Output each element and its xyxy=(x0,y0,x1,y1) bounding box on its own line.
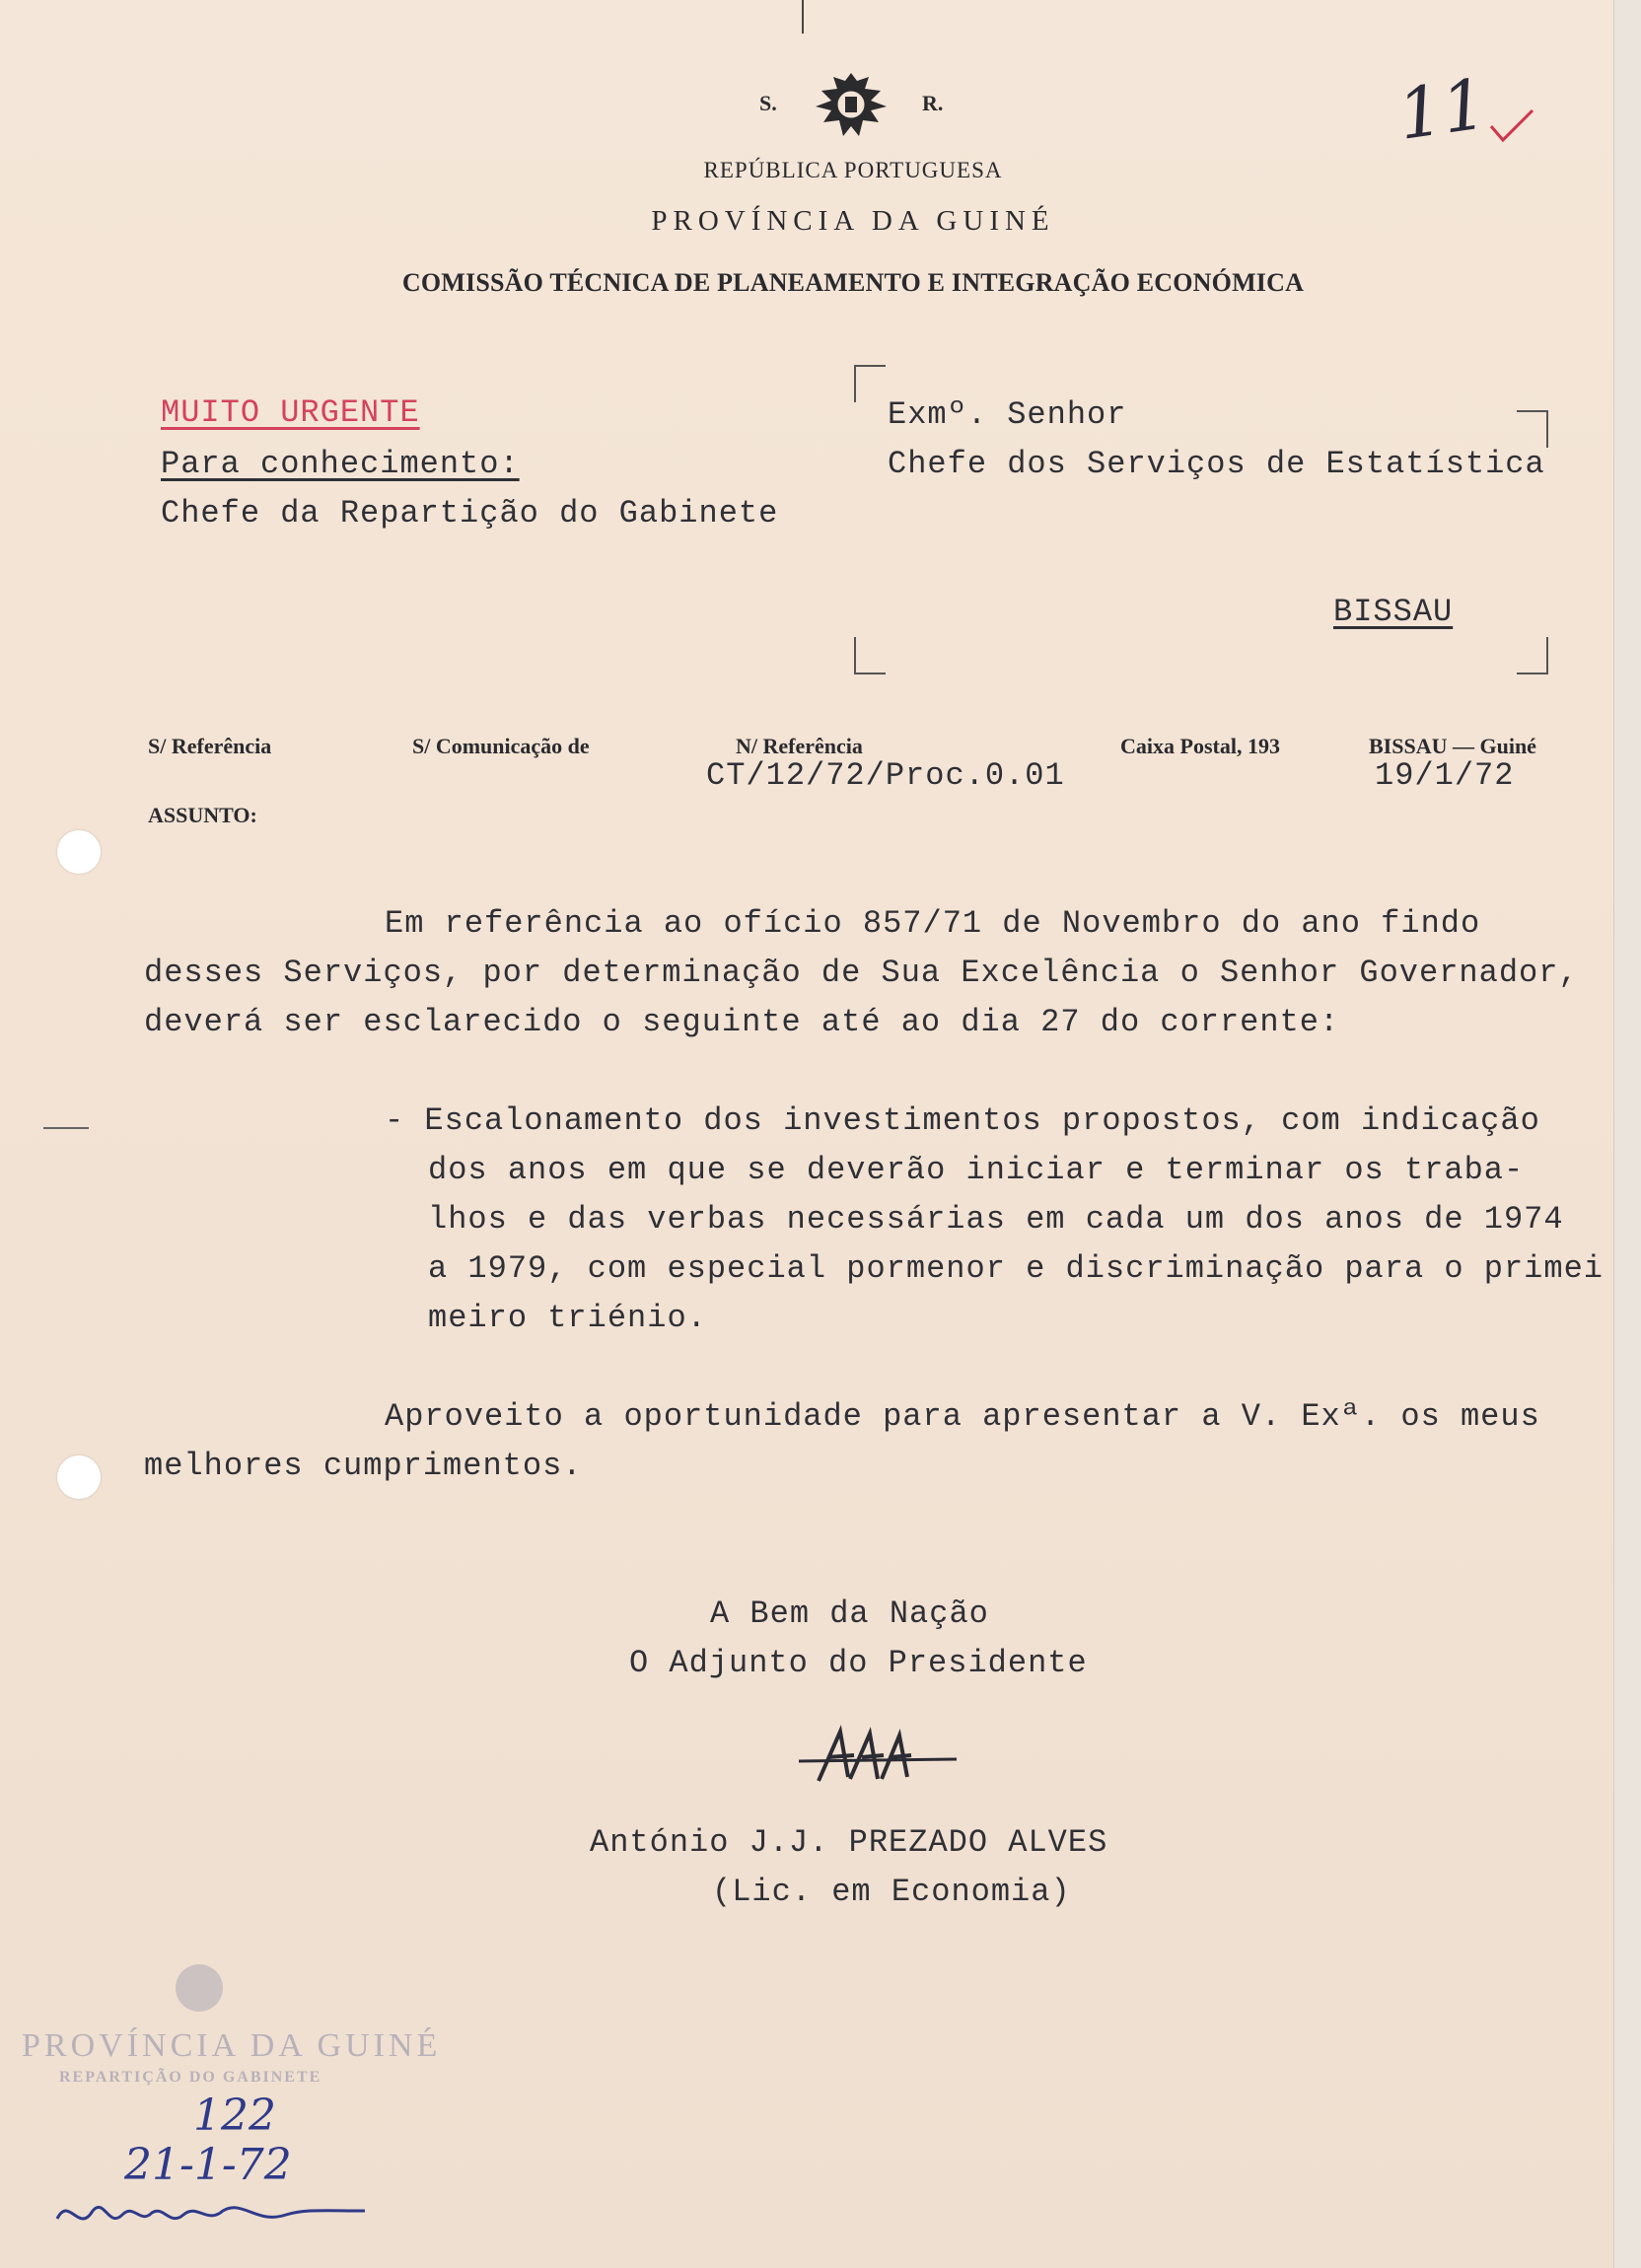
republic-title: REPÚBLICA PORTUGUESA xyxy=(703,158,1003,182)
punch-hole-top xyxy=(57,830,101,874)
n-referencia-value: CT/12/72/Proc.0.01 xyxy=(706,757,1065,794)
recipient-city: BISSAU xyxy=(1333,594,1454,630)
n-referencia-label: N/ Referência xyxy=(736,734,863,758)
signatory-name: António J.J. PREZADO ALVES xyxy=(590,1824,1108,1861)
for-knowledge-label: Para conhecimento: xyxy=(161,446,520,482)
margin-tick xyxy=(43,1127,89,1129)
body-p1-line3: deverá ser esclarecido o seguinte até ao dia 27 do corrente: xyxy=(144,1004,1340,1040)
handwritten-date: 21-1-72 xyxy=(124,2140,292,2190)
address-bracket-tr xyxy=(1517,410,1548,448)
address-bracket-bl xyxy=(854,637,886,674)
urgent-label: MUITO URGENTE xyxy=(161,394,420,431)
province-title: PROVÍNCIA DA GUINÉ xyxy=(651,205,1055,237)
body-p1-line2: desses Serviços, por determinação de Sua Excelência o Senhor Governador, xyxy=(144,955,1579,991)
address-bracket-br xyxy=(1517,637,1548,674)
punch-hole-bottom xyxy=(57,1455,101,1499)
bullet-line5: meiro triénio. xyxy=(428,1300,707,1336)
commission-title: COMISSÃO TÉCNICA DE PLANEAMENTO E INTEGRAÇÃO ECONÓMICA xyxy=(401,268,1305,297)
handwritten-number: 122 xyxy=(193,2091,276,2141)
letterhead-s-right: R. xyxy=(922,91,944,115)
bullet-line4: a 1979, com especial pormenor e discriminação para o primei xyxy=(428,1250,1604,1287)
caixa-postal-label: Caixa Postal, 193 xyxy=(1120,734,1280,758)
salutation: Exmº. Senhor xyxy=(888,396,1127,433)
bullet-line1: - Escalonamento dos investimentos propostos, com indicação xyxy=(385,1102,1540,1139)
margin-annotation: 11 xyxy=(1392,63,1492,156)
s-comunicacao-label: S/ Comunicação de xyxy=(412,734,590,758)
s-referencia-label: S/ Referência xyxy=(148,734,272,758)
bullet-line3: lhos e das verbas necessárias em cada um dos anos de 1974 xyxy=(428,1201,1564,1238)
closing-motto: A Bem da Nação xyxy=(710,1595,989,1632)
check-mark-icon xyxy=(1487,106,1536,151)
fold-mark xyxy=(802,0,804,34)
assunto-label: ASSUNTO: xyxy=(148,803,257,827)
address-bracket-tl xyxy=(854,365,886,402)
bullet-line2: dos anos em que se deverão iniciar e terminar os traba- xyxy=(428,1152,1525,1188)
handwritten-initials xyxy=(49,2185,385,2249)
signature xyxy=(789,1722,966,1796)
body-p2-line1: Aproveito a oportunidade para apresentar a V. Exª. os meus xyxy=(385,1398,1540,1435)
recipient: Chefe dos Serviços de Estatística xyxy=(888,446,1545,482)
place-label: BISSAU — Guiné xyxy=(1369,734,1536,758)
letterhead-s-left: S. xyxy=(759,91,777,115)
date-value: 19/1/72 xyxy=(1375,757,1515,794)
page-edge xyxy=(1613,0,1641,2268)
coat-of-arms-icon xyxy=(804,67,898,144)
stamp-emblem-icon xyxy=(160,1958,239,2022)
signatory-title: (Lic. em Economia) xyxy=(712,1874,1071,1910)
body-p1-line1: Em referência ao ofício 857/71 de Novembro do ano findo xyxy=(385,905,1481,942)
stamp-line2: REPARTIÇÃO DO GABINETE xyxy=(59,2069,322,2086)
stamp-line1: PROVÍNCIA DA GUINÉ xyxy=(22,2027,442,2064)
cc-recipient: Chefe da Repartição do Gabinete xyxy=(161,495,779,532)
closing-role: O Adjunto do Presidente xyxy=(629,1645,1088,1681)
body-p2-line2: melhores cumprimentos. xyxy=(144,1448,583,1484)
